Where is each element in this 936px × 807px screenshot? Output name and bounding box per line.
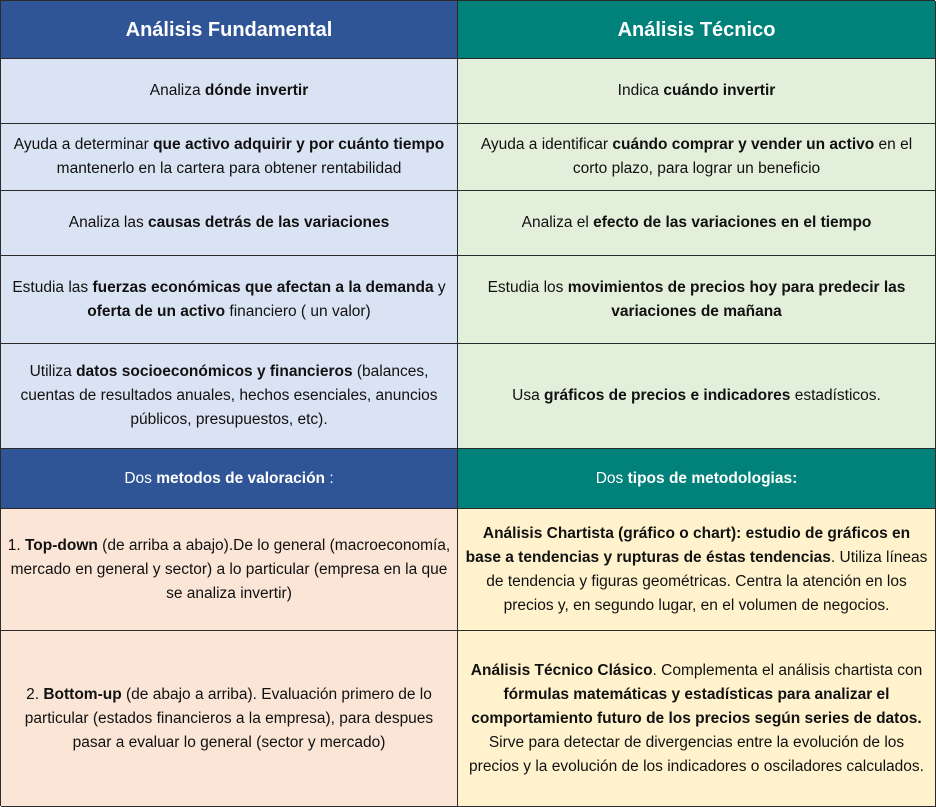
bold-text: oferta de un activo <box>87 302 226 320</box>
cell-text <box>7 534 451 606</box>
text-segment: 2. <box>26 685 44 703</box>
tecnico-cell <box>458 256 936 344</box>
bold-text: gráficos de precios e indicadores <box>544 387 791 404</box>
text-segment: 1. <box>7 536 25 554</box>
text-segment: Utiliza <box>29 363 77 380</box>
bold-text: cuándo comprar y vender un activo <box>612 136 875 153</box>
subheader-fundamental <box>1 449 458 509</box>
text-segment: Analiza <box>149 82 205 99</box>
bold-text: causas detrás de las variaciones <box>148 214 390 231</box>
cell-text <box>522 211 872 235</box>
bold-text: Bottom-up <box>43 685 122 703</box>
subheader-tecnico <box>458 449 936 509</box>
text-segment: Indica <box>617 82 664 99</box>
bold-text: tipos de metodologias: <box>627 469 798 487</box>
bold-text: Análisis Chartista (gráfico o chart): estudio de gráficos en base a tendencias y rupturas de éstas tendencias <box>465 524 911 566</box>
text-segment: Ayuda a determinar <box>13 136 154 153</box>
text-segment: y <box>433 278 446 296</box>
header-tecnico: Análisis Técnico <box>458 1 936 59</box>
cell-text <box>464 276 929 324</box>
text-segment: Sirve para detectar de divergencias entre la evolución de los precios y la evolución de los indicadores o osciladores calculados. <box>469 733 924 775</box>
bold-text: fórmulas matemáticas y estadísticas para analizar el comportamiento futuro de los precios según series de datos. <box>471 685 922 727</box>
bold-text: que activo adquirir y por cuánto tiempo <box>153 136 445 153</box>
subheader-text <box>596 467 798 491</box>
bold-text: fuerzas económicas que afectan a la demanda <box>92 278 434 296</box>
fundamental-cell <box>1 344 458 449</box>
cell-text <box>7 133 451 181</box>
subheader-text <box>124 467 333 491</box>
text-segment: . Utiliza líneas de tendencia y figuras geométricas. Centra la atención en los precios y, en segundo lugar, en el volumen de negocios. <box>486 548 928 614</box>
fundamental-cell <box>1 256 458 344</box>
tecnico-cell <box>458 191 936 256</box>
cell-text <box>464 659 929 779</box>
cell-text <box>7 360 451 432</box>
bold-text: Análisis Técnico Clásico <box>470 661 653 679</box>
text-segment: estadísticos. <box>790 387 881 404</box>
bold-text: Top-down <box>24 536 98 554</box>
text-segment: Dos <box>595 469 628 487</box>
tecnico-cell <box>458 344 936 449</box>
cell-text <box>464 133 929 181</box>
text-segment: financiero ( un valor) <box>225 302 371 320</box>
cell-text <box>7 276 451 324</box>
text-segment: (de abajo a arriba). Evaluación primero de lo particular (estados financieros a la empresa), para despues pasar a evaluar lo general (sector y mercado) <box>24 685 434 751</box>
bold-text: dónde invertir <box>204 82 309 99</box>
text-segment: Usa <box>512 387 545 404</box>
cell-text <box>69 211 390 235</box>
cell-text <box>618 79 776 103</box>
text-segment: (de arriba a abajo).De lo general (macroeconomía, mercado en general y sector) a lo particular (empresa en la que se analiza invertir) <box>10 536 451 602</box>
text-segment: Analiza el <box>521 214 594 231</box>
text-segment: Estudia los <box>487 278 568 296</box>
text-segment: Ayuda a identificar <box>480 136 613 153</box>
method-bottom-up-cell <box>1 631 458 807</box>
text-segment: (balances, cuentas de resultados anuales, hechos esenciales, anuncios públicos, presupuestos, etc). <box>20 363 438 428</box>
cell-text <box>150 79 309 103</box>
header-fundamental: Análisis Fundamental <box>1 1 458 59</box>
text-segment: mantenerlo en la cartera para obtener rentabilidad <box>56 160 402 177</box>
tecnico-cell <box>458 124 936 191</box>
fundamental-cell <box>1 59 458 124</box>
text-segment: en el corto plazo, para lograr un beneficio <box>572 136 913 177</box>
method-chartista-cell <box>458 509 936 631</box>
bold-text: cuándo invertir <box>663 82 776 99</box>
bold-text: movimientos de precios hoy para predecir las variaciones de mañana <box>567 278 906 320</box>
method-top-down-cell <box>1 509 458 631</box>
method-tecnico-clasico-cell <box>458 631 936 807</box>
bold-text: datos socioeconómicos y financieros <box>76 363 353 380</box>
text-segment: Estudia las <box>12 278 93 296</box>
text-segment: Analiza las <box>68 214 148 231</box>
cell-text <box>7 683 451 755</box>
fundamental-cell <box>1 191 458 256</box>
tecnico-cell <box>458 59 936 124</box>
bold-text: efecto de las variaciones en el tiempo <box>593 214 872 231</box>
cell-text <box>464 522 929 618</box>
text-segment: Dos <box>124 469 157 487</box>
cell-text <box>512 384 881 408</box>
text-segment: . Complementa el análisis chartista con <box>652 661 923 679</box>
bold-text: metodos de valoración <box>156 469 326 487</box>
fundamental-cell <box>1 124 458 191</box>
text-segment: : <box>325 469 334 487</box>
